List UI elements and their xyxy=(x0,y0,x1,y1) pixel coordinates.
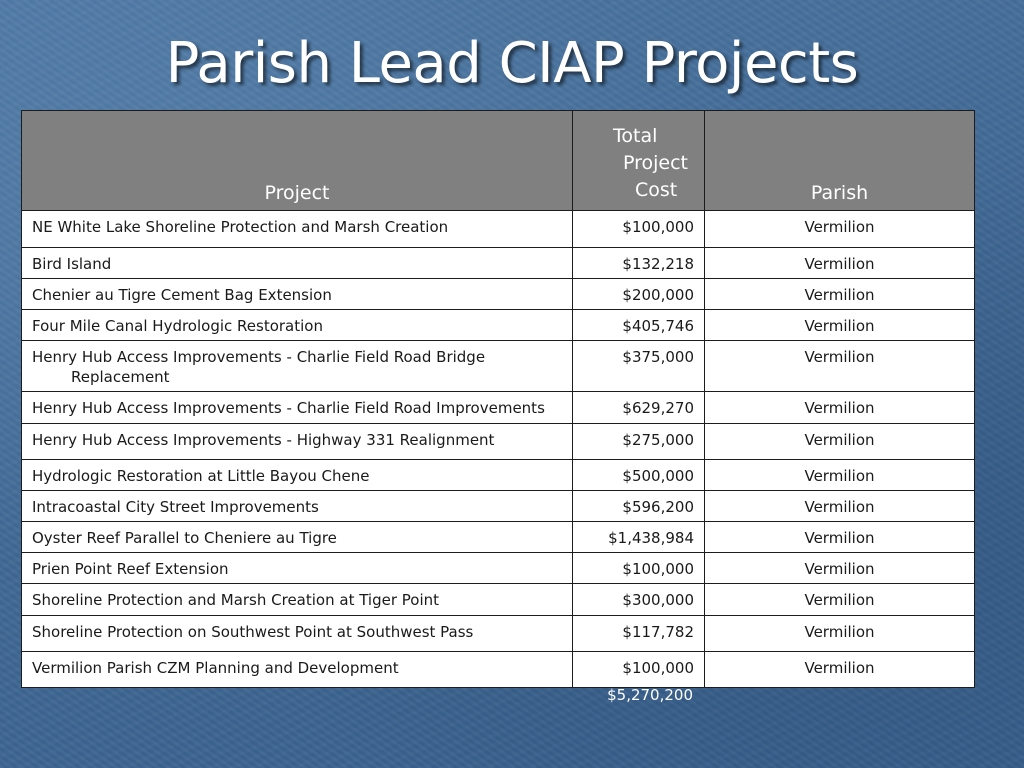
cost-cell: $275,000 xyxy=(573,424,705,460)
project-text: Henry Hub Access Improvements - Charlie Field Road Bridge xyxy=(32,348,486,366)
project-cell: Oyster Reef Parallel to Cheniere au Tigre xyxy=(22,522,573,553)
header-cost-line1: Total xyxy=(613,125,658,147)
cost-cell: $405,746 xyxy=(573,310,705,341)
cost-cell: $100,000 xyxy=(573,211,705,248)
table-row xyxy=(22,341,975,392)
parish-cell: Vermilion xyxy=(705,652,975,688)
parish-cell: Vermilion xyxy=(705,310,975,341)
cost-cell: $132,218 xyxy=(573,248,705,279)
project-cell: Bird Island xyxy=(22,248,573,279)
project-cell: Shoreline Protection on Southwest Point at Southwest Pass xyxy=(22,616,573,652)
parish-cell: Vermilion xyxy=(705,341,975,392)
cost-cell: $1,438,984 xyxy=(573,522,705,553)
table-row xyxy=(22,491,975,522)
table-header-row xyxy=(22,111,975,211)
project-cell: Shoreline Protection and Marsh Creation at Tiger Point xyxy=(22,584,573,616)
parish-cell: Vermilion xyxy=(705,248,975,279)
header-cost-line3: Cost xyxy=(635,179,678,201)
project-cell: Chenier au Tigre Cement Bag Extension xyxy=(22,279,573,310)
cost-cell: $100,000 xyxy=(573,652,705,688)
cost-cell: $629,270 xyxy=(573,392,705,424)
parish-cell: Vermilion xyxy=(705,616,975,652)
parish-cell: Vermilion xyxy=(705,424,975,460)
table-row xyxy=(22,279,975,310)
parish-cell: Vermilion xyxy=(705,392,975,424)
project-cell: Intracoastal City Street Improvements xyxy=(22,491,573,522)
cost-cell: $375,000 xyxy=(573,341,705,392)
parish-cell: Vermilion xyxy=(705,553,975,584)
table-row xyxy=(22,616,975,652)
parish-cell: Vermilion xyxy=(705,279,975,310)
parish-cell: Vermilion xyxy=(705,491,975,522)
project-cell: Hydrologic Restoration at Little Bayou Chene xyxy=(22,460,573,491)
project-cell: Four Mile Canal Hydrologic Restoration xyxy=(22,310,573,341)
cost-cell: $117,782 xyxy=(573,616,705,652)
cost-cell: $500,000 xyxy=(573,460,705,491)
header-total-project-cost xyxy=(573,111,705,211)
project-cell: Henry Hub Access Improvements - Highway 331 Realignment xyxy=(22,424,573,460)
projects-table xyxy=(21,110,975,688)
project-cell: Prien Point Reef Extension xyxy=(22,553,573,584)
project-cell: NE White Lake Shoreline Protection and Marsh Creation xyxy=(22,211,573,248)
table-row xyxy=(22,310,975,341)
parish-cell: Vermilion xyxy=(705,460,975,491)
project-cell: Henry Hub Access Improvements - Charlie Field Road Improvements xyxy=(22,392,573,424)
cost-cell: $596,200 xyxy=(573,491,705,522)
project-cell xyxy=(22,341,573,392)
table-row xyxy=(22,248,975,279)
header-project: Project xyxy=(22,111,573,211)
header-parish: Parish xyxy=(705,111,975,211)
cost-cell: $100,000 xyxy=(573,553,705,584)
header-cost-line2: Project xyxy=(623,152,689,174)
parish-cell: Vermilion xyxy=(705,584,975,616)
table-row xyxy=(22,652,975,688)
table-row xyxy=(22,522,975,553)
total-cost: $5,270,200 xyxy=(607,686,693,704)
parish-cell: Vermilion xyxy=(705,211,975,248)
table-row xyxy=(22,392,975,424)
slide-title: Parish Lead CIAP Projects xyxy=(165,31,859,96)
cost-cell: $200,000 xyxy=(573,279,705,310)
project-cell: Vermilion Parish CZM Planning and Development xyxy=(22,652,573,688)
table-row xyxy=(22,424,975,460)
project-text-continued: Replacement xyxy=(71,368,170,386)
table-row xyxy=(22,211,975,248)
table-row xyxy=(22,553,975,584)
cost-cell: $300,000 xyxy=(573,584,705,616)
table-row xyxy=(22,584,975,616)
parish-cell: Vermilion xyxy=(705,522,975,553)
table-row xyxy=(22,460,975,491)
